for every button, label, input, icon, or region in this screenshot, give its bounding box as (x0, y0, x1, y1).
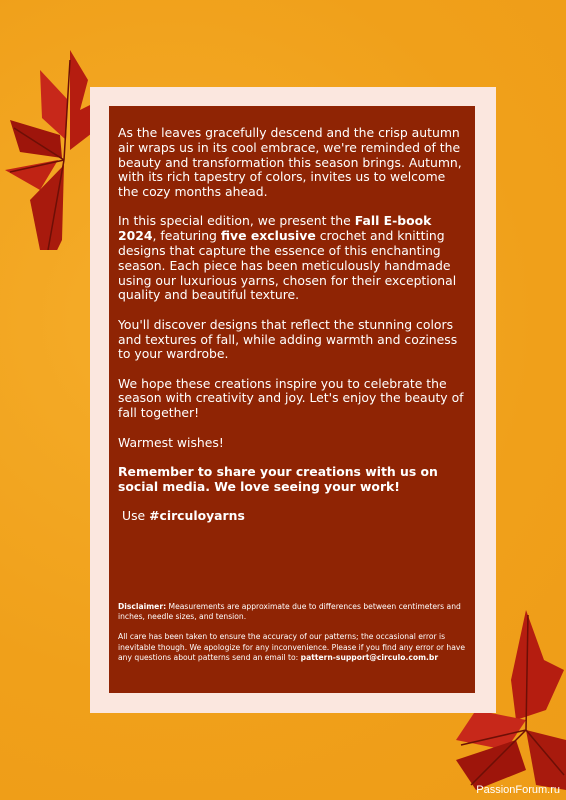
intro-paragraph-1: As the leaves gracefully descend and the crisp autumn air wraps us in its cool embrace, we're reminded of the beauty and transformation this season brings. Autumn, with its rich tapestry of colors, invites us to welcome the cozy months ahead. (118, 125, 462, 200)
intro-paragraph-2: In this special edition, we present the Fall E-book 2024, featuring five exclusive crochet and knitting designs that capture the essence of this enchanting season. Each piece has been meticulously handmade using our luxurious yarns, chosen for their exceptional quality and beautiful texture. (118, 213, 457, 303)
disclaimer (118, 602, 470, 673)
disclaimer-measurements: Disclaimer: Measurements are approximate due to differences between centimeters and inches, needle sizes, and tension. (118, 602, 461, 622)
ebook-title: Fall E-book 2024 (118, 213, 432, 244)
intro-paragraph-4: We hope these creations inspire you to celebrate the season with creativity and joy. Let's enjoy the beauty of fall together! (118, 375, 464, 421)
five-exclusive: five exclusive (220, 228, 316, 244)
letter-panel (109, 106, 475, 693)
support-email-link[interactable]: pattern-support@circulo.com.br (300, 652, 439, 662)
intro-paragraph-3: You'll discover designs that reflect the stunning colors and textures of fall, while adding warmth and coziness to your wardrobe. (118, 316, 458, 362)
sign-off: Warmest wishes! (118, 434, 224, 450)
share-reminder: Remember to share your creations with us on social media. We love seeing your work! (118, 463, 438, 494)
letter-body (118, 126, 468, 538)
hashtag: #circuloyarns (149, 507, 245, 523)
hashtag-line: Use #circuloyarns (122, 507, 245, 523)
disclaimer-errors: All care has been taken to ensure the accuracy of our patterns; the occasional error is inevitable though. We apologize for any inconvenience. Please if you find any error or have any questions about patterns send an email to: pattern-support@circulo.com.br (118, 632, 466, 662)
watermark: PassionForum.ru (476, 784, 560, 796)
